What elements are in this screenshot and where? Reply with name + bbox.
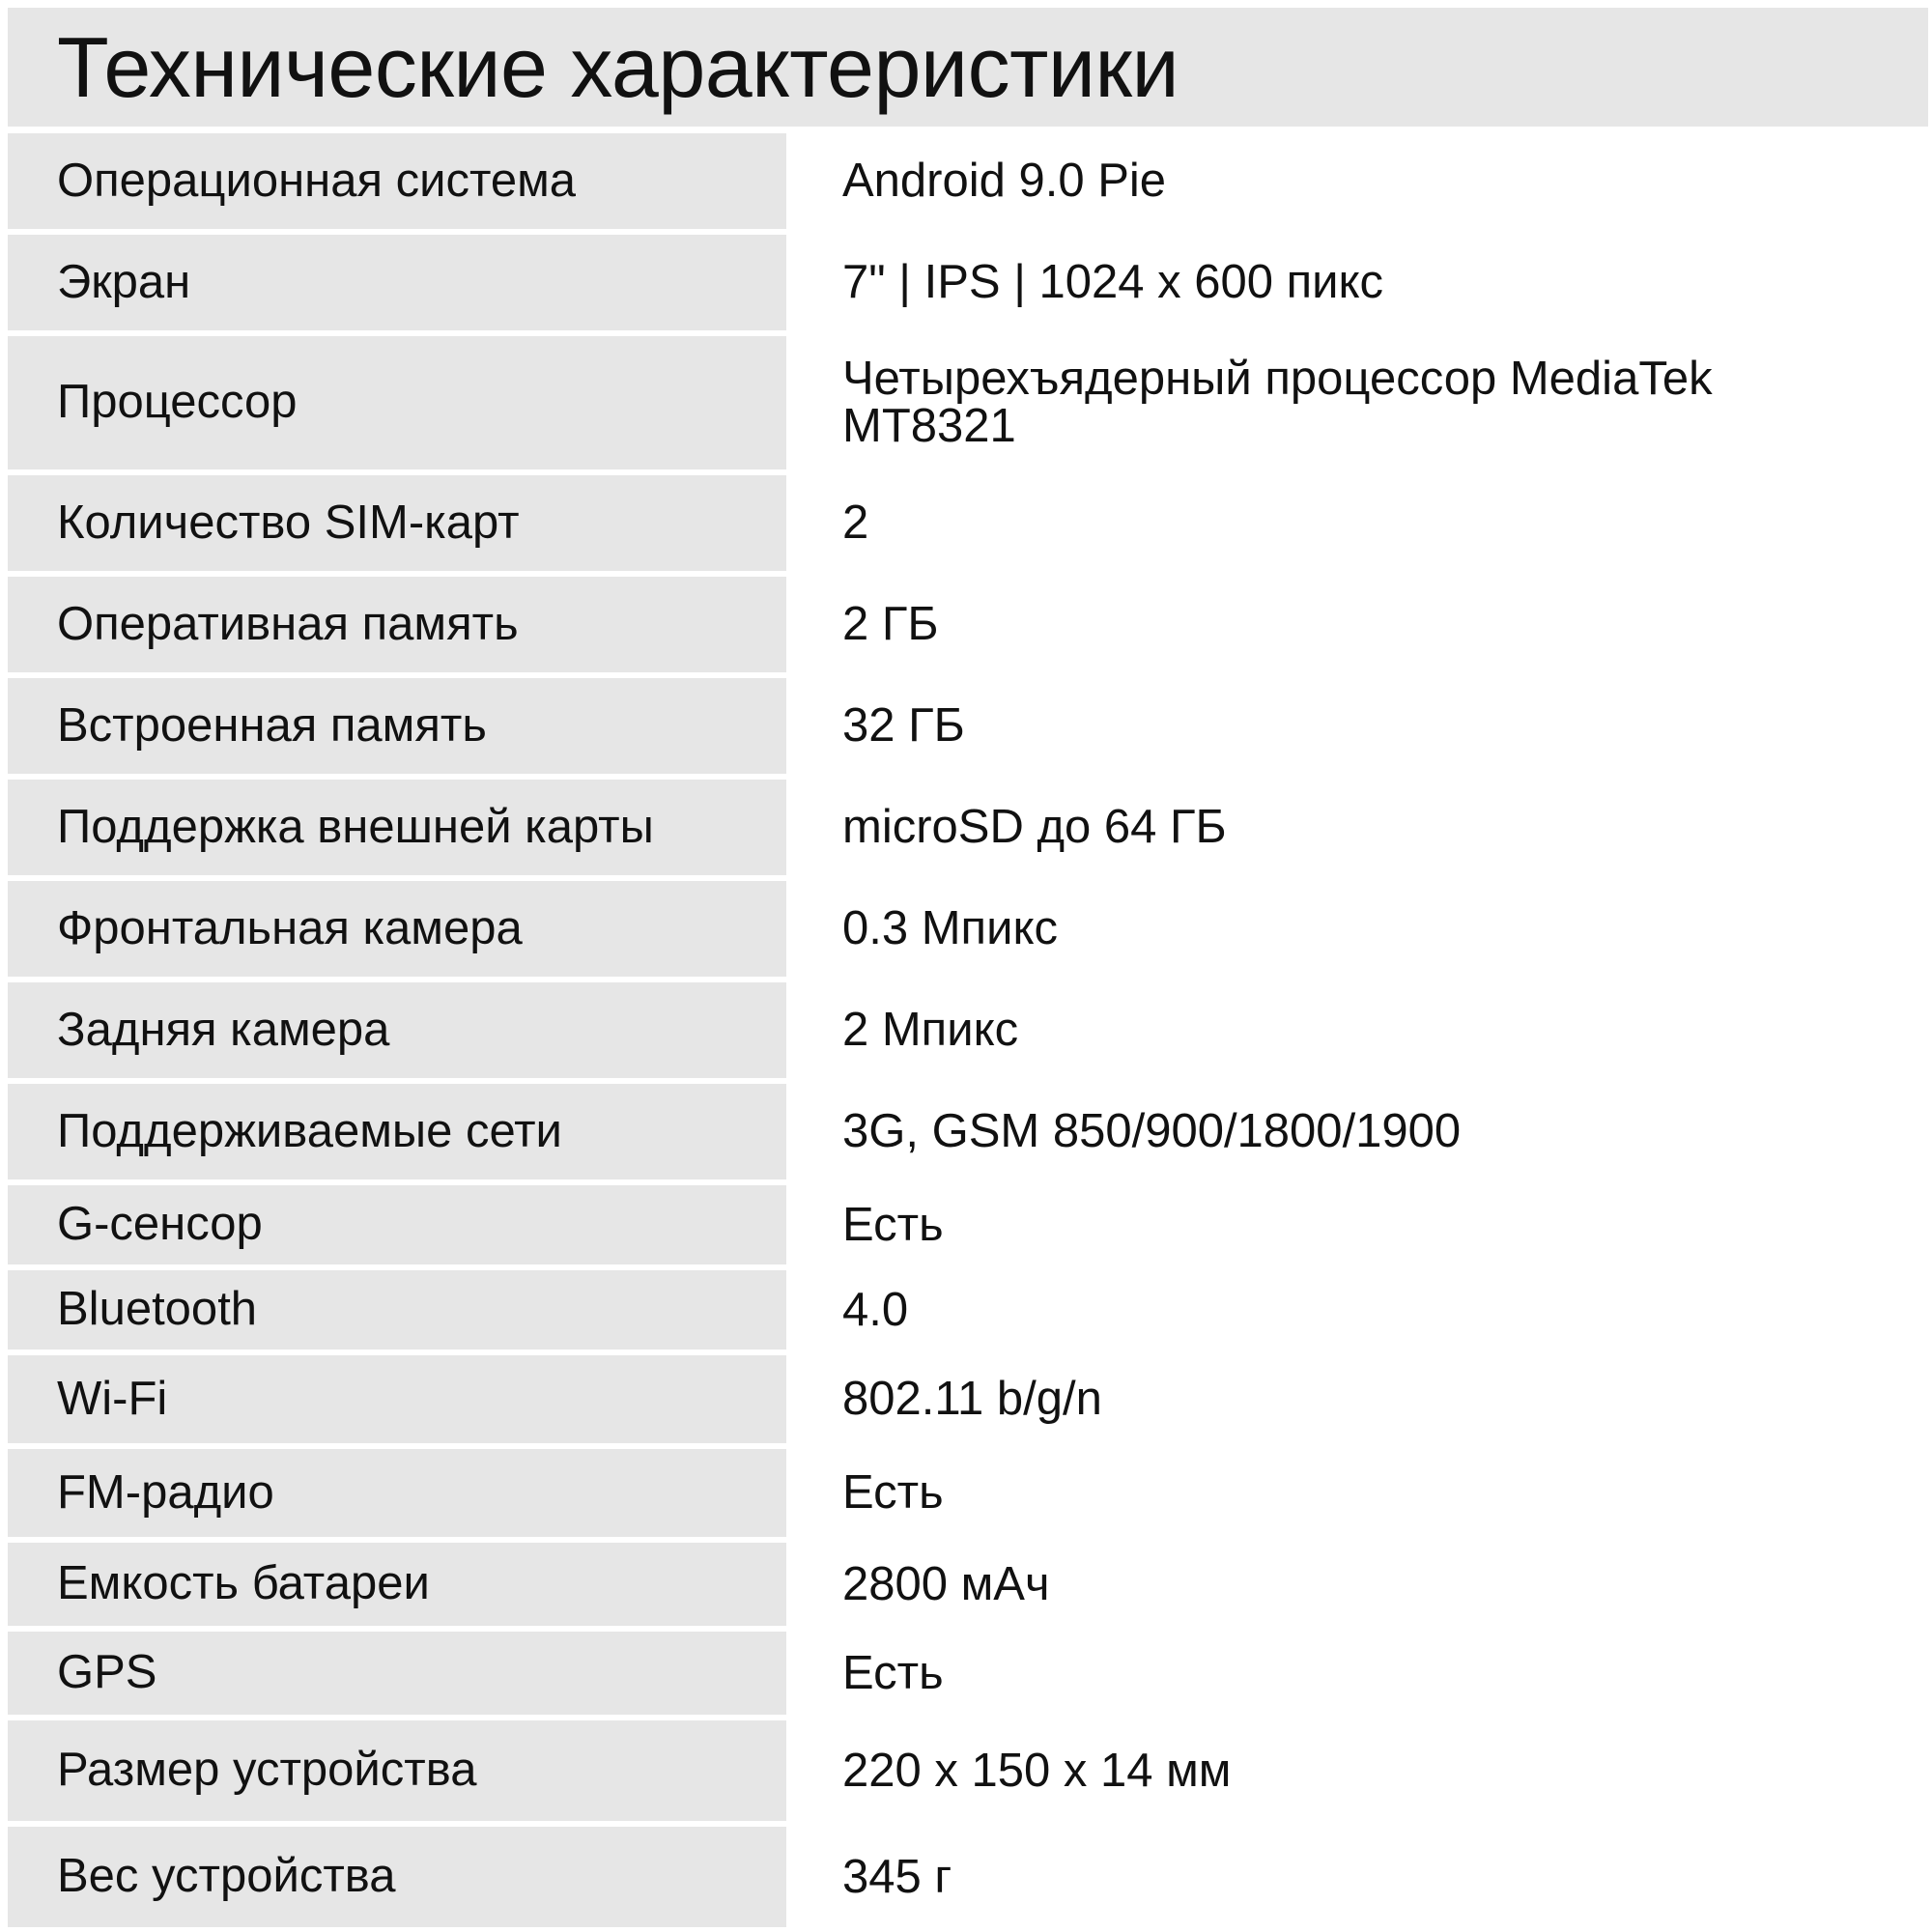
spec-label: Встроенная память [8,678,786,774]
spec-row-front-camera [0,881,1932,977]
spec-value: Есть [786,1449,1932,1537]
spec-row-size [0,1720,1932,1821]
spec-row-ram [0,577,1932,672]
spec-value: 7" | IPS | 1024 х 600 пикс [786,235,1932,330]
spec-value: 345 г [786,1827,1932,1927]
spec-row-fm-radio [0,1449,1932,1537]
spec-value: 2 ГБ [786,577,1932,672]
spec-label: FM-радио [8,1449,786,1537]
spec-label: Экран [8,235,786,330]
spec-label: Поддерживаемые сети [8,1084,786,1179]
spec-label: Емкость батареи [8,1543,786,1626]
spec-row-battery [0,1543,1932,1626]
header-bar [8,8,1928,127]
spec-value: 2 Мпикс [786,982,1932,1078]
spec-label: Размер устройства [8,1720,786,1821]
spec-label: Процессор [8,336,786,469]
spec-label: Поддержка внешней карты [8,780,786,875]
spec-value: Есть [786,1185,1932,1264]
spec-label: Bluetooth [8,1270,786,1350]
spec-label: GPS [8,1632,786,1715]
spec-value: Четырехъядерный процессор MediaTek MT8321 [786,336,1932,469]
spec-row-processor [0,336,1932,469]
spec-row-networks [0,1084,1932,1179]
spec-label: Фронтальная камера [8,881,786,977]
spec-row-wifi [0,1355,1932,1443]
spec-label: Оперативная память [8,577,786,672]
page-title: Технические характеристики [57,18,1179,115]
spec-value: 2800 мАч [786,1543,1932,1626]
spec-value: 4.0 [786,1270,1932,1350]
spec-value: 220 х 150 х 14 мм [786,1720,1932,1821]
spec-row-os [0,133,1932,229]
spec-value: Есть [786,1632,1932,1715]
spec-table [0,133,1932,1927]
spec-value: 32 ГБ [786,678,1932,774]
spec-value: 2 [786,475,1932,571]
spec-label: Вес устройства [8,1827,786,1927]
spec-row-screen [0,235,1932,330]
spec-row-bluetooth [0,1270,1932,1350]
spec-row-storage [0,678,1932,774]
spec-value: 802.11 b/g/n [786,1355,1932,1443]
spec-label: Задняя камера [8,982,786,1078]
spec-value: Android 9.0 Pie [786,133,1932,229]
spec-value: 0.3 Мпикс [786,881,1932,977]
spec-label: Wi-Fi [8,1355,786,1443]
spec-value: 3G, GSM 850/900/1800/1900 [786,1084,1932,1179]
spec-label: G-сенсор [8,1185,786,1264]
spec-value: microSD до 64 ГБ [786,780,1932,875]
spec-row-g-sensor [0,1185,1932,1264]
spec-label: Количество SIM-карт [8,475,786,571]
spec-row-gps [0,1632,1932,1715]
spec-row-rear-camera [0,982,1932,1078]
spec-row-external-card [0,780,1932,875]
spec-label: Операционная система [8,133,786,229]
spec-row-weight [0,1827,1932,1927]
spec-row-sim [0,475,1932,571]
